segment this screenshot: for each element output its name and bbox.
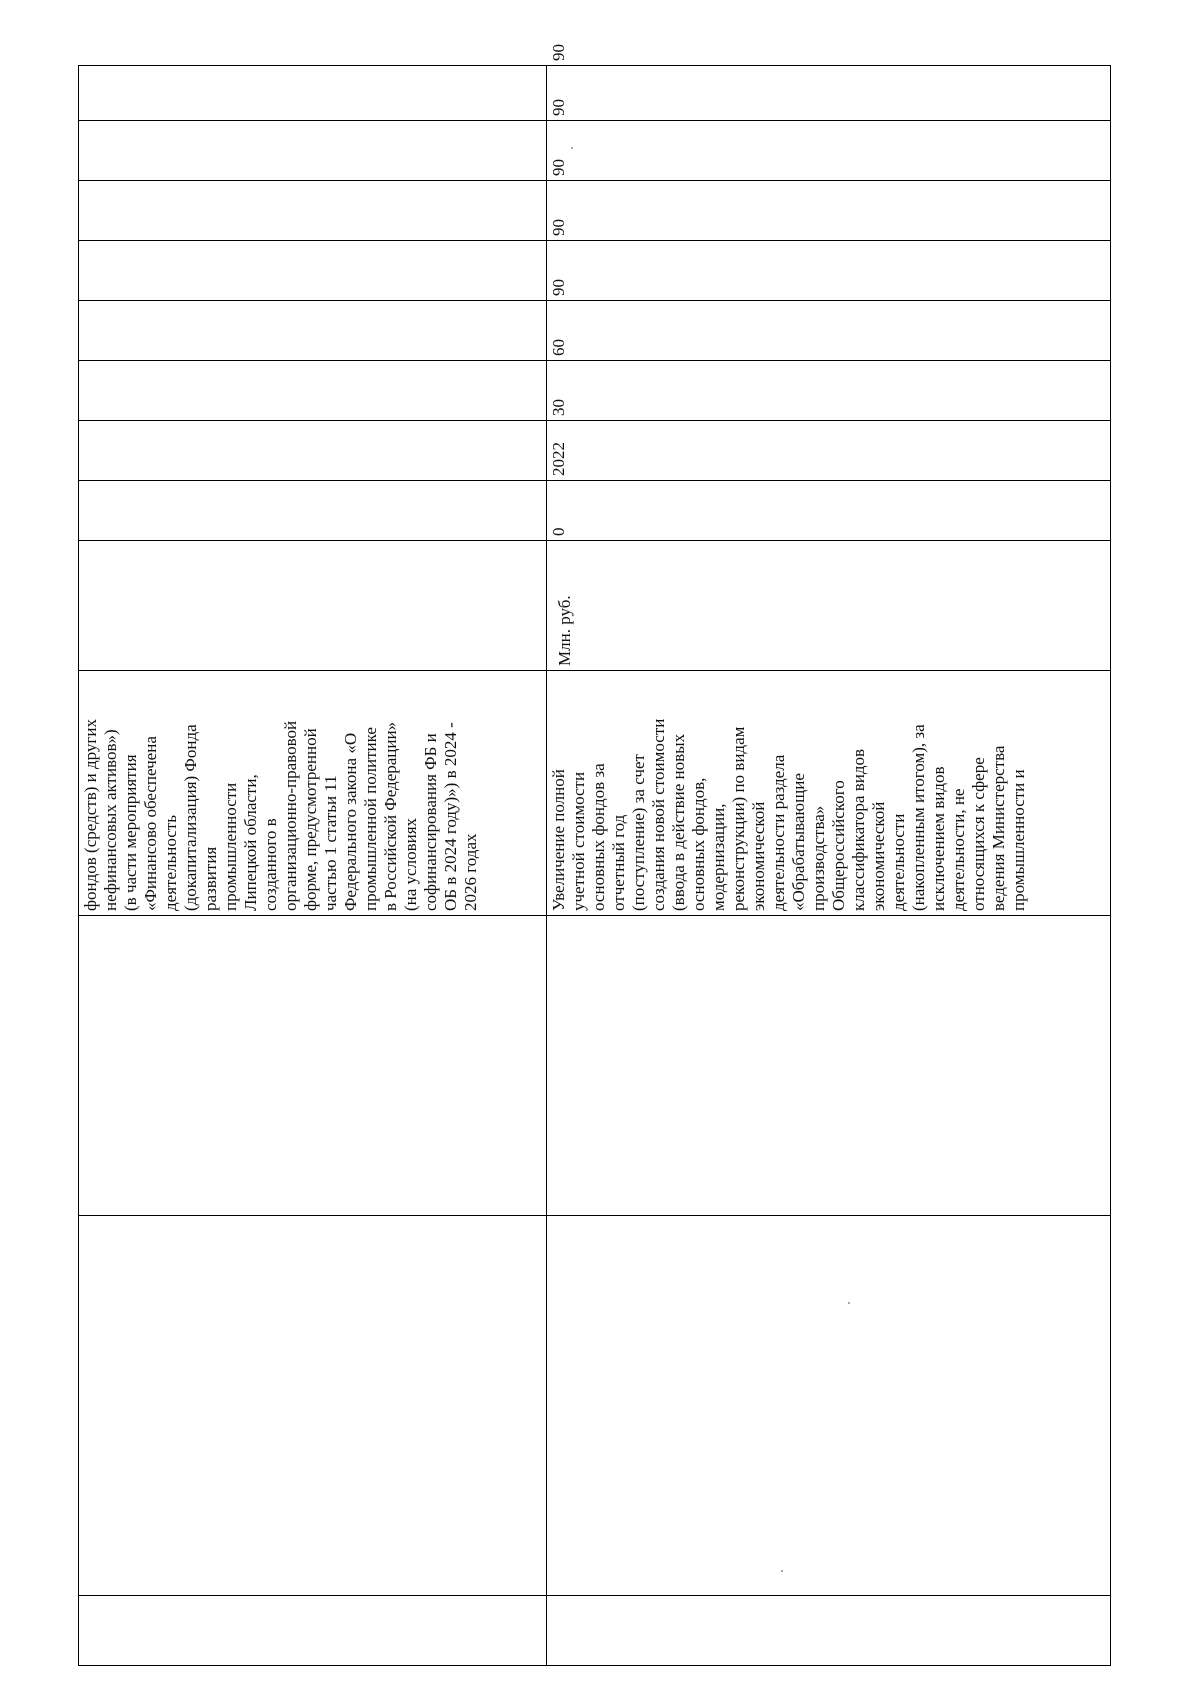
row2-value: 90 xyxy=(549,44,568,61)
row2-value-cell xyxy=(547,301,1111,361)
row2-unit-cell xyxy=(547,541,1111,671)
row2-value: 90 xyxy=(549,159,568,176)
row1-value-cell xyxy=(79,241,547,301)
row1-spacer-cell xyxy=(79,916,547,1216)
row1-name-cell xyxy=(79,671,547,916)
row1-value-cell xyxy=(79,121,547,181)
row2-name-cell xyxy=(547,671,1111,916)
row2-value: 90 xyxy=(549,219,568,236)
row1-base-year-cell xyxy=(79,421,547,481)
table-row xyxy=(547,66,1111,1666)
row2-number-cell xyxy=(547,1596,1111,1666)
row1-base-value-cell xyxy=(79,481,547,541)
indicator-table xyxy=(78,44,1111,1666)
row2-value: 90 xyxy=(549,99,568,116)
row2-base-value-cell xyxy=(547,481,1111,541)
row2-value-cell xyxy=(547,181,1111,241)
rotated-table-container xyxy=(78,44,1110,1666)
row1-number-cell xyxy=(79,1596,547,1666)
row1-value-cell xyxy=(79,301,547,361)
row2-spacer-cell xyxy=(547,916,1111,1216)
row2-base-year: 2022 xyxy=(549,442,568,476)
table-row xyxy=(79,66,547,1666)
scan-speck xyxy=(848,1302,850,1304)
scan-speck xyxy=(781,1570,783,1572)
row1-unit-cell xyxy=(79,541,547,671)
row1-value-cell xyxy=(79,361,547,421)
row2-unit-text: Млн. руб. xyxy=(555,595,574,666)
row1-value-cell xyxy=(79,66,547,121)
row2-base-value: 0 xyxy=(549,527,568,536)
row1-program-cell xyxy=(79,1216,547,1596)
row2-value-cell xyxy=(547,361,1111,421)
row2-value-cell xyxy=(547,241,1111,301)
scan-speck xyxy=(571,147,573,149)
row2-name-text: Увеличение полной учетной стоимости основных фондов за отчетный год (поступление) за счет создания новой стоимости (ввода в действие новых основных фондов, модернизации, реконструкции) по видам экономической деятельности раздела «Обрабатывающие производства» Общероссийского классификатора видов экономической деятельности (накопленным итогом), за исключением видов деятельности, не относящихся к сфере ведения Министерства промышленности и xyxy=(549,718,1028,911)
row2-value: 30 xyxy=(549,399,568,416)
row2-value-cell xyxy=(547,66,1111,121)
row1-value-cell xyxy=(79,181,547,241)
row2-value-cell xyxy=(547,121,1111,181)
row2-value: 90 xyxy=(549,279,568,296)
row2-value: 60 xyxy=(549,339,568,356)
row1-name-text: фондов (средств) и других нефинансовых активов») (в части мероприятия «Финансово обеспечена деятельность (докапитализация) Фонда развития промышленности Липецкой области, созданного в организационно-правовой форме, предусмотренной частью 1 статьи 11 Федерального закона «О промышленной политике в Российской Федерации» (на условиях софинансирования ФБ и ОБ в 2024 году)») в 2024 - 2026 годах xyxy=(81,719,480,911)
row2-base-year-cell xyxy=(547,421,1111,481)
row2-program-cell xyxy=(547,1216,1111,1596)
